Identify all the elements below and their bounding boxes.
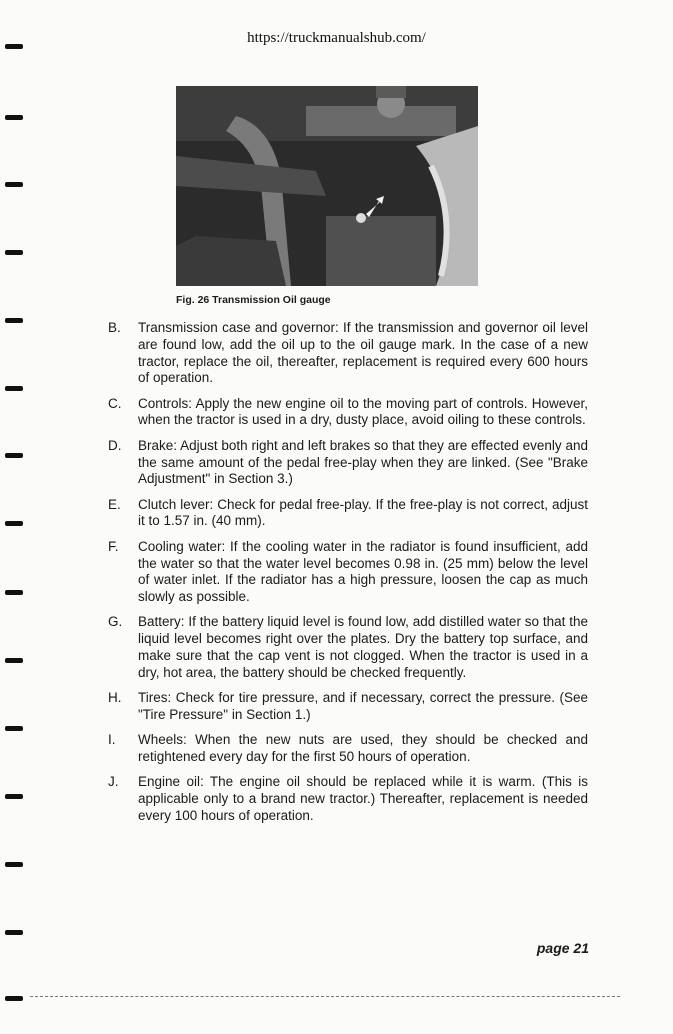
binding-mark — [5, 930, 23, 935]
item-text: Cooling water: If the cooling water in the radiator is found insufficient, add the water so that the water level becomes 0.98 in. (25 mm) below the level of water inlet. If the radiator has a high pressure, loosen the cap as much slowly as possible. — [138, 538, 588, 605]
binding-mark — [5, 862, 23, 867]
binding-mark — [5, 996, 23, 1001]
binding-mark — [5, 318, 23, 323]
item-letter: D. — [108, 437, 122, 453]
list-item-e — [108, 497, 588, 531]
binding-mark — [5, 453, 23, 458]
binding-mark — [5, 590, 23, 595]
item-letter: E. — [108, 496, 121, 512]
item-letter: F. — [108, 538, 119, 554]
item-letter: G. — [108, 614, 123, 630]
item-text: Brake: Adjust both right and left brakes so that they are effected evenly and the same amount of the pedal free-play when they are linked. (See "Brake Adjustment" in Section 3.) — [138, 437, 588, 487]
list-item-j — [108, 774, 588, 824]
item-text: Controls: Apply the new engine oil to the moving part of controls. However, when the tractor is used in a dry, dusty place, avoid oiling to these controls. — [138, 395, 588, 428]
item-text: Tires: Check for tire pressure, and if necessary, correct the pressure. (See "Tire Pressure" in Section 1.) — [138, 690, 588, 722]
maintenance-list — [108, 320, 588, 833]
item-text: Wheels: When the new nuts are used, they should be checked and retightened every day for the first 50 hours of operation. — [138, 732, 588, 765]
list-item-f — [108, 539, 588, 606]
binding-mark — [5, 521, 23, 526]
binding-mark — [5, 726, 23, 731]
item-letter: B. — [108, 320, 121, 335]
item-text: Battery: If the battery liquid level is found low, add distilled water so that the liquid level becomes right over the plates. Dry the battery top surface, and make sure that the cap vent is not clogged. When the tractor is used in a dry, hot area, the battery should be checked frequently. — [138, 614, 588, 680]
page-bottom-line — [30, 996, 620, 997]
binding-mark — [5, 44, 23, 49]
item-text: Engine oil: The engine oil should be replaced while it is warm. (This is applicable only to a brand new tractor.) Thereafter, replacement is needed every 100 hours of operation. — [138, 774, 588, 823]
figure-caption: Fig. 26 Transmission Oil gauge — [176, 294, 331, 306]
binding-mark — [5, 250, 23, 255]
page-number: page 21 — [536, 940, 589, 956]
list-item-h — [108, 690, 588, 724]
binding-mark — [5, 658, 23, 663]
source-url[interactable]: https://truckmanualshub.com/ — [247, 30, 426, 46]
item-letter: C. — [108, 395, 122, 411]
item-letter: H. — [108, 690, 122, 706]
item-text: Transmission case and governor: If the transmission and governor oil level are found low, add the oil up to the oil gauge mark. In the case of a new tractor, replace the oil, thereafter, replacement is required every 600 hours of operation. — [138, 320, 588, 386]
transmission-oil-gauge-photo — [176, 86, 478, 286]
binding-mark — [5, 386, 23, 391]
list-item-g — [108, 614, 588, 681]
list-item-b — [108, 320, 588, 387]
item-text: Clutch lever: Check for pedal free-play. If the free-play is not correct, adjust it to 1.57 in. (40 mm). — [138, 496, 588, 529]
item-letter: I. — [108, 732, 116, 748]
binding-mark — [5, 794, 23, 799]
list-item-i — [108, 732, 588, 766]
list-item-d — [108, 438, 588, 488]
binding-mark — [5, 182, 23, 187]
item-letter: J. — [108, 774, 119, 790]
list-item-c — [108, 396, 588, 430]
binding-mark — [5, 115, 23, 120]
